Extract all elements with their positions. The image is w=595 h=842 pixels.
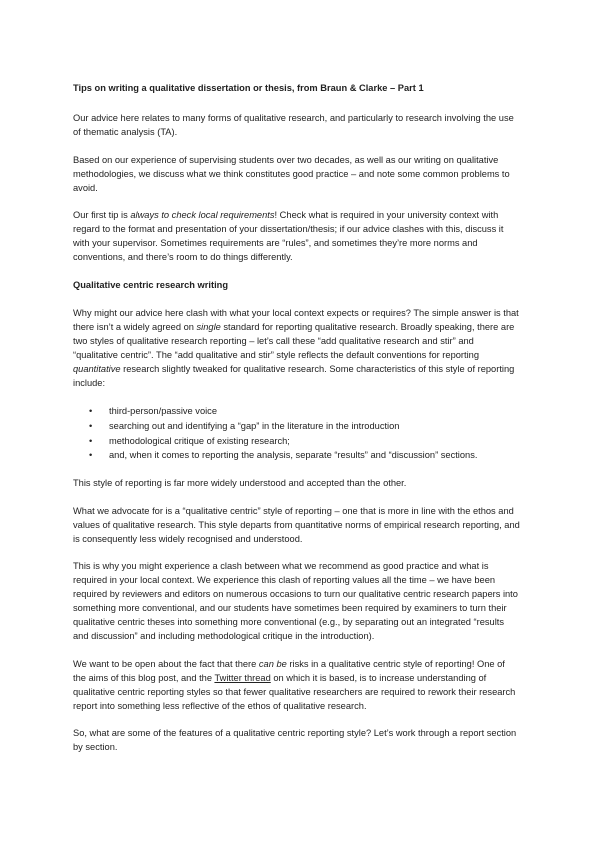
paragraph-experience: Based on our experience of supervising students over two decades, as well as our writing on qualitative methodologies, we discuss what we think constitutes good practice – and note some common problems to avoid. — [73, 154, 510, 193]
paragraph-understood: This style of reporting is far more widely understood and accepted than the other. — [73, 477, 407, 488]
paragraph-intro: Our advice here relates to many forms of qualitative research, and particularly to research involving the use of thematic analysis (TA). — [73, 112, 514, 137]
text-span: on which it is based, is to increase understanding of qualitative centric reporting styles so that fewer qualitative researchers are required to rework their research report into something less reflective of the ethos of qualitative research. — [73, 672, 516, 711]
paragraph-risks — [73, 658, 520, 714]
text-span: risks in a qualitative centric style of reporting! One of the aims of this blog post, and the — [73, 658, 505, 683]
text-span: research slightly tweaked for qualitative research. Some characteristics of this style of reporting include: — [73, 363, 515, 388]
document-title: Tips on writing a qualitative dissertation or thesis, from Braun & Clarke – Part 1 — [73, 83, 424, 93]
list-item: • methodological critique of existing research; — [109, 434, 520, 449]
emphasis-text: single — [196, 321, 221, 332]
text-span: We want to be open about the fact that there — [73, 658, 259, 669]
characteristics-list — [73, 404, 520, 462]
emphasis-text: always to check local requirements — [130, 210, 275, 221]
list-item: • and, when it comes to reporting the analysis, separate “results” and “discussion” sections. — [109, 448, 520, 463]
text-span: Why might our advice here clash with what your local context expects or requires? The simple answer is that there isn’t a widely agreed on — [73, 307, 519, 332]
text-span: Our first tip is — [73, 210, 131, 221]
paragraph-advocate: What we advocate for is a “qualitative centric” style of reporting – one that is more in line with the ethos and values of qualitative research. This style departs from quantitative norms of empirical research reporting, and is consequently less widely recognised and understood. — [73, 505, 520, 544]
emphasis-text: quantitative — [73, 363, 121, 374]
emphasis-text: can be — [258, 658, 287, 669]
list-item: • searching out and identifying a “gap” in the literature in the introduction — [109, 419, 520, 434]
list-item: • third-person/passive voice — [109, 404, 520, 419]
text-span: standard for reporting qualitative research. Broadly speaking, there are two styles of qualitative research reporting – let’s call these “add qualitative research and stir” and “qualitative centric”. The “add qualitative and stir” style reflects the default conventions for reporting — [73, 321, 515, 360]
paragraph-closing: So, what are some of the features of a qualitative centric reporting style? Let’s work through a report section by section. — [73, 728, 517, 753]
text-span: ! Check what is required in your university context with regard to the format and presentation of your dissertation/thesis; if our advice clashes with this, discuss it with your supervisor. Sometimes requirements are “rules”, and sometimes they’re more norms and conventions, and there’s room to do things differently. — [73, 210, 504, 263]
paragraph-clash: This is why you might experience a clash between what we recommend as good practice and what is required in your local context. We experience this clash of reporting values all the time – we have been required by reviewers and editors on numerous occasions to turn our qualitative centric research papers into something more conventional, and our students have sometimes been required by examiners to turn their qualitative centric theses into something more conventional (e.g., by separating out an integrated “results and discussion” and including methodological critique in the introduction). — [73, 561, 518, 641]
twitter-thread-link[interactable]: Twitter thread — [214, 672, 271, 683]
paragraph-first-tip — [73, 209, 520, 265]
section-heading: Qualitative centric research writing — [73, 280, 229, 291]
paragraph-why-clash — [73, 307, 520, 390]
